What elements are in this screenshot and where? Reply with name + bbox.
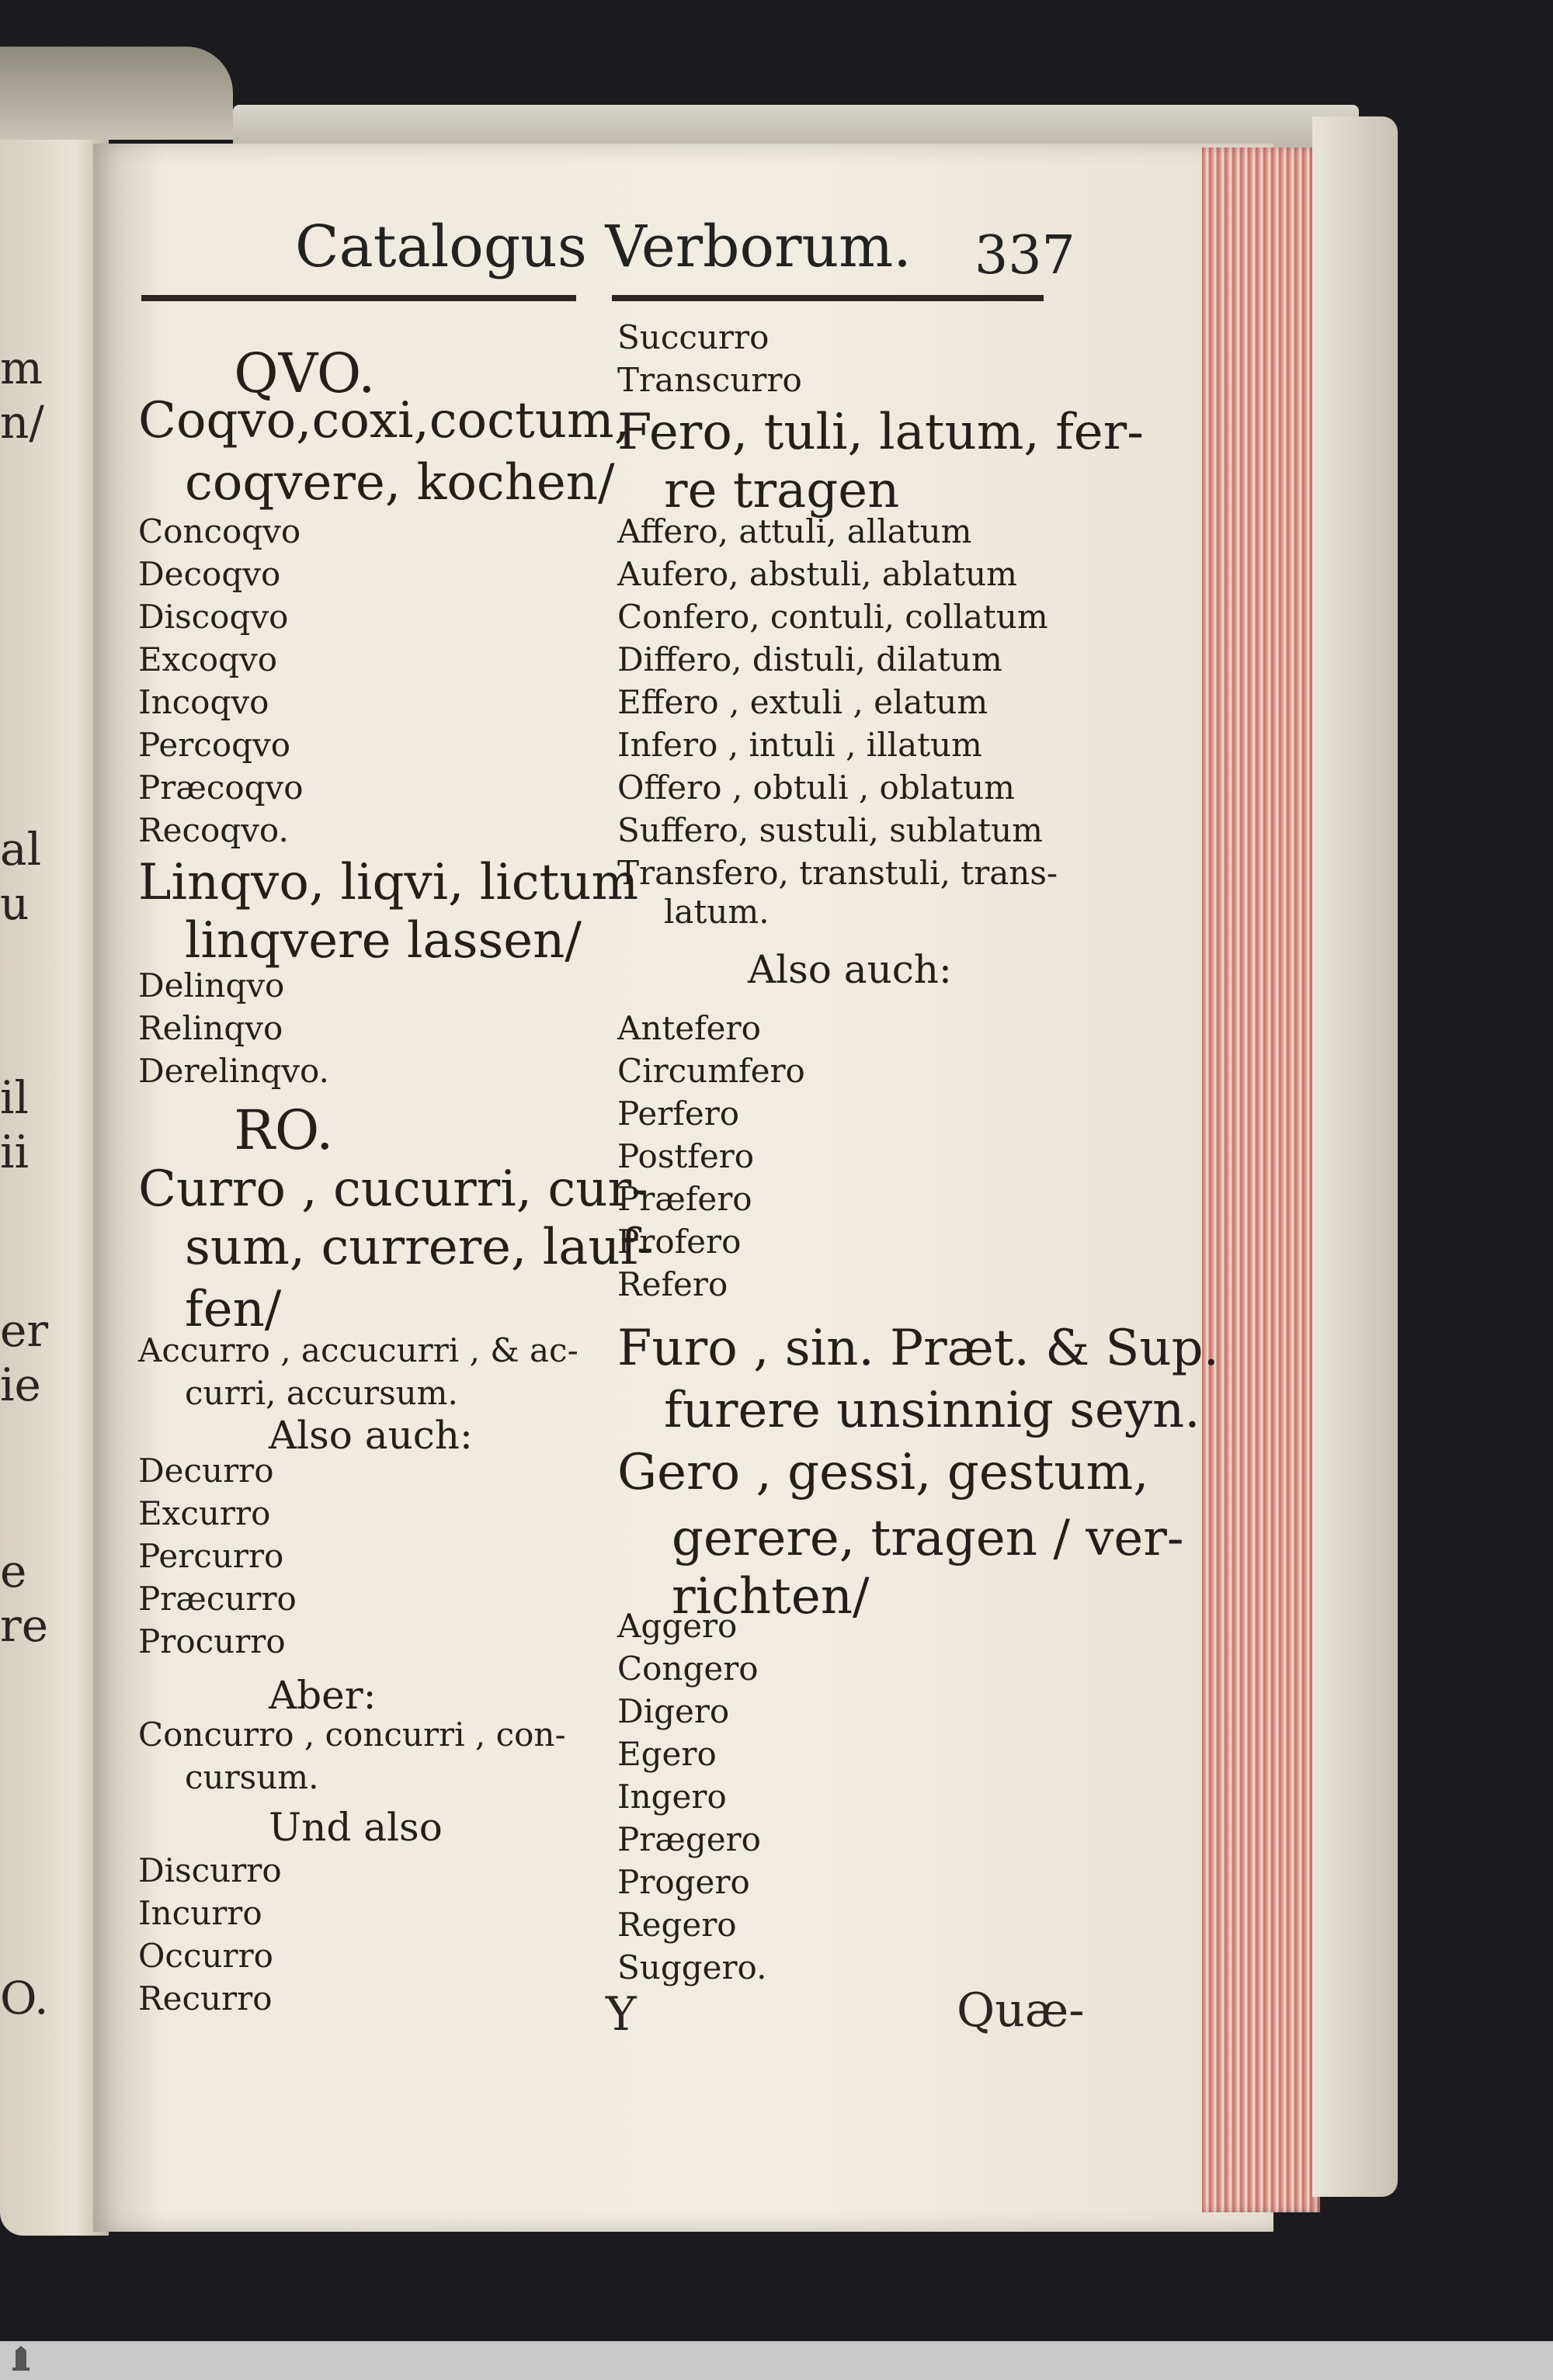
left-line-10: Recoqvo.: [138, 811, 289, 849]
right-line-32: Prægero: [617, 1820, 761, 1858]
right-line-6: Confero, contuli, collatum: [617, 598, 1048, 636]
left-line-21: curri, accursum.: [185, 1374, 458, 1412]
left-line-32: Discurro: [138, 1851, 282, 1889]
right-line-10: Offero , obtuli , oblatum: [617, 768, 1015, 807]
right-line-25: gerere, tragen / ver-: [672, 1510, 1184, 1567]
right-line-26: richten/: [672, 1568, 870, 1625]
right-line-13: latum.: [664, 893, 770, 931]
right-line-4: Affero, attuli, allatum: [617, 512, 972, 550]
left-line-1: Coqvo,coxi,coctum,: [138, 392, 630, 449]
left-line-2: coqvere, kochen/: [185, 454, 615, 512]
left-line-30: cursum.: [185, 1758, 319, 1796]
right-line-14: Also auch:: [748, 947, 952, 992]
page-number: 337: [975, 225, 1075, 286]
left-line-35: Recurro: [138, 1979, 273, 2017]
facing-fragment-9: re: [0, 1599, 49, 1652]
right-line-2: Fero, tuli, latum, fer-: [617, 404, 1144, 461]
right-line-24: Gero , gessi, gestum,: [617, 1444, 1149, 1501]
facing-fragment-4: il: [0, 1071, 30, 1124]
facing-fragment-6: er: [0, 1304, 49, 1357]
right-line-29: Digero: [617, 1692, 730, 1730]
facing-fragment-2: al: [0, 823, 42, 876]
facing-fragment-1: n/: [0, 396, 44, 449]
right-line-15: Antefero: [617, 1009, 761, 1047]
right-line-28: Congero: [617, 1650, 759, 1688]
right-line-18: Postfero: [617, 1137, 755, 1175]
left-line-5: Discoqvo: [138, 598, 289, 636]
left-line-29: Concurro , concurri , con-: [138, 1716, 566, 1754]
library-logo-icon: [6, 2346, 36, 2375]
book-cover-edge: [1312, 116, 1398, 2197]
right-line-9: Infero , intuli , illatum: [617, 726, 982, 764]
page-title: Catalogus Verborum.: [295, 213, 912, 280]
left-line-3: Concoqvo: [138, 512, 301, 550]
left-line-8: Percoqvo: [138, 726, 291, 764]
left-line-4: Decoqvo: [138, 555, 281, 593]
facing-fragment-5: ii: [0, 1126, 30, 1178]
catchword: Quæ-: [957, 1983, 1085, 2038]
right-line-21: Refero: [617, 1265, 728, 1303]
left-line-14: Relinqvo: [138, 1009, 283, 1047]
left-line-20: Accurro , accucurri , & ac-: [138, 1331, 578, 1369]
left-line-0: QVO.: [234, 342, 376, 405]
right-line-3: re tragen: [664, 462, 900, 519]
left-line-19: fen/: [185, 1281, 282, 1338]
right-line-22: Furo , sin. Præt. & Sup.: [617, 1320, 1219, 1377]
right-line-31: Ingero: [617, 1778, 727, 1816]
right-line-20: Profero: [617, 1223, 742, 1261]
left-line-12: linqvere lassen/: [185, 912, 582, 970]
left-line-27: Procurro: [138, 1622, 286, 1660]
left-line-15: Derelinqvo.: [138, 1052, 329, 1090]
right-line-1: Transcurro: [617, 361, 802, 399]
red-page-edge: [1202, 147, 1320, 2212]
left-line-28: Aber:: [269, 1673, 377, 1718]
left-line-9: Præcoqvo: [138, 768, 304, 807]
book-cover-corner: [0, 47, 233, 140]
facing-fragment-3: u: [0, 877, 30, 930]
facing-page: [0, 140, 109, 2236]
right-line-33: Progero: [617, 1863, 750, 1901]
header-rule-left: [141, 295, 576, 301]
right-line-34: Regero: [617, 1906, 737, 1944]
left-line-26: Præcurro: [138, 1580, 297, 1618]
left-line-6: Excoqvo: [138, 640, 278, 678]
left-line-22: Also auch:: [269, 1413, 473, 1458]
right-line-23: furere unsinnig seyn.: [664, 1382, 1200, 1439]
right-line-0: Succurro: [617, 318, 770, 356]
right-line-8: Effero , extuli , elatum: [617, 683, 988, 721]
left-line-31: Und also: [269, 1805, 443, 1850]
left-line-16: RO.: [234, 1098, 334, 1162]
left-line-25: Percurro: [138, 1537, 284, 1575]
viewer-footer-bar: [0, 2341, 1553, 2380]
left-line-18: sum, currere, lauf-: [185, 1219, 654, 1276]
left-line-34: Occurro: [138, 1937, 273, 1975]
right-line-30: Egero: [617, 1735, 717, 1773]
right-line-16: Circumfero: [617, 1052, 805, 1090]
left-line-17: Curro , cucurri, cur-: [138, 1161, 648, 1218]
facing-fragment-10: O.: [0, 1972, 49, 2024]
right-line-17: Perfero: [617, 1095, 740, 1133]
facing-fragment-7: ie: [0, 1358, 41, 1411]
signature-mark: Y: [606, 1987, 637, 2042]
left-line-11: Linqvo, liqvi, lictum: [138, 854, 639, 911]
right-line-5: Aufero, abstuli, ablatum: [617, 555, 1017, 593]
right-line-35: Suggero.: [617, 1948, 767, 1986]
header-rule-right: [612, 295, 1044, 301]
left-line-23: Decurro: [138, 1452, 274, 1490]
right-line-7: Differo, distuli, dilatum: [617, 640, 1002, 678]
left-line-7: Incoqvo: [138, 683, 269, 721]
right-line-19: Præfero: [617, 1180, 752, 1218]
left-line-24: Excurro: [138, 1494, 271, 1532]
left-line-33: Incurro: [138, 1894, 262, 1932]
right-line-12: Transfero, transtuli, trans-: [617, 854, 1058, 892]
right-line-11: Suffero, sustuli, sublatum: [617, 811, 1043, 849]
facing-fragment-8: e: [0, 1545, 27, 1598]
right-line-27: Aggero: [617, 1607, 738, 1645]
left-line-13: Delinqvo: [138, 966, 285, 1004]
facing-fragment-0: m: [0, 342, 43, 394]
